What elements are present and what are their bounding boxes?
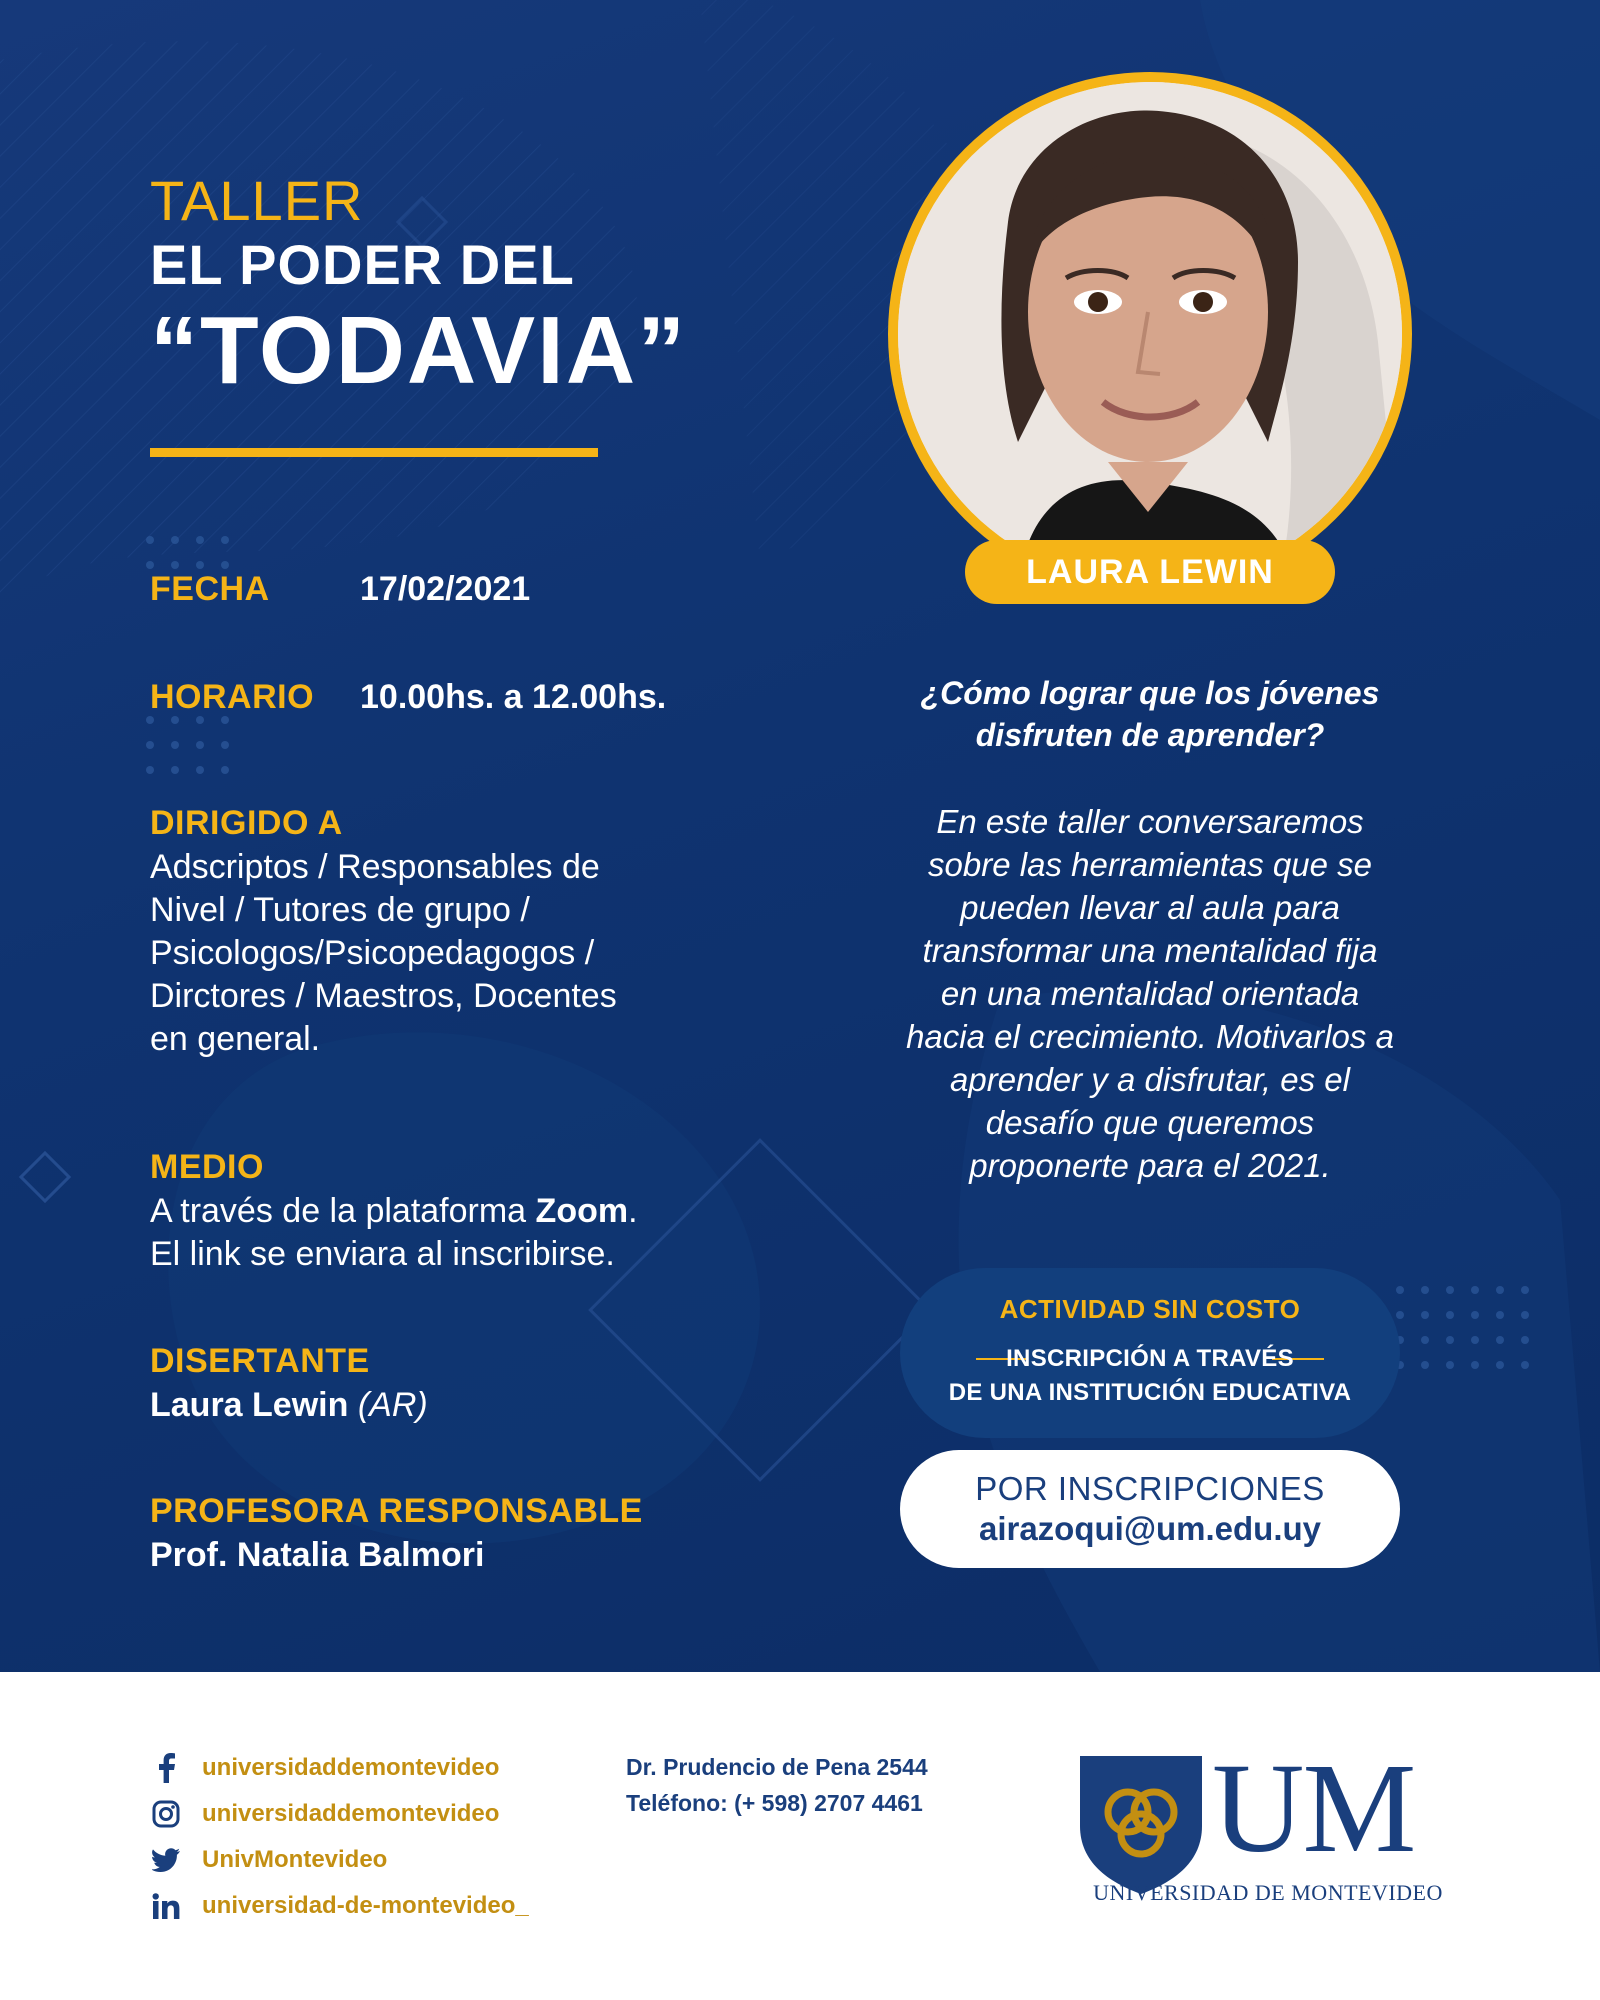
medio-label: MEDIO <box>150 1148 264 1186</box>
speaker-portrait-illustration <box>898 82 1402 586</box>
medio-prefix: A través de la plataforma <box>150 1192 536 1230</box>
description-line: en una mentalidad orientada <box>940 975 1360 1012</box>
description-line: desafío que queremos <box>985 1104 1315 1141</box>
dirigido-line: Adscriptos / Responsables de <box>150 848 600 886</box>
event-title-line1: EL PODER DEL <box>150 233 575 296</box>
university-name: UNIVERSIDAD DE MONTEVIDEO <box>1093 1880 1443 1905</box>
description-line: aprender y a disfrutar, es el <box>950 1061 1350 1098</box>
question-line: disfruten de aprender? <box>975 717 1325 753</box>
medio-text <box>150 1190 638 1276</box>
disertante-value <box>150 1384 428 1427</box>
horario-value: 10.00hs. a 12.00hs. <box>360 678 667 716</box>
instagram-icon <box>150 1798 182 1830</box>
registration-box <box>900 1450 1400 1568</box>
fecha-label: FECHA <box>150 570 270 608</box>
speaker-photo <box>898 82 1402 586</box>
medio-line1 <box>150 1190 638 1233</box>
dirigido-line: Dirctores / Maestros, Docentes <box>150 977 617 1015</box>
free-activity-title: ACTIVIDAD SIN COSTO <box>999 1294 1301 1324</box>
dirigido-line: Nivel / Tutores de grupo / <box>150 891 530 929</box>
workshop-description <box>830 800 1470 1187</box>
description-line: sobre las herramientas que se <box>928 846 1372 883</box>
social-handle: universidad-de-montevideo_ <box>202 1892 529 1919</box>
social-facebook[interactable] <box>150 1752 499 1784</box>
disertante-label: DISERTANTE <box>150 1342 370 1380</box>
description-line: pueden llevar al aula para <box>960 889 1340 926</box>
event-title-line2: “TODAVIA” <box>150 297 688 404</box>
social-handle: universidaddemontevideo <box>202 1800 500 1827</box>
social-linkedin[interactable] <box>150 1890 529 1922</box>
um-logo-letters: UM <box>1212 1737 1415 1879</box>
twitter-icon <box>150 1844 182 1876</box>
disertante-country: (AR) <box>357 1386 428 1424</box>
dirigido-line: Psicologos/Psicopedagogos / <box>150 934 595 972</box>
disertante-name: Laura Lewin <box>150 1386 349 1424</box>
cost-subtitle-line1: INSCRIPCIÓN A TRAVÉS <box>1006 1345 1294 1372</box>
profesora-label: PROFESORA RESPONSABLE <box>150 1492 643 1530</box>
address-text: Dr. Prudencio de Pena 2544 <box>626 1754 928 1780</box>
fecha-value: 17/02/2021 <box>360 570 531 608</box>
registration-label: POR INSCRIPCIONES <box>975 1470 1325 1507</box>
title-underline <box>150 448 598 457</box>
horario-label: HORARIO <box>150 678 315 716</box>
description-line: transformar una mentalidad fija <box>922 932 1378 969</box>
facebook-icon <box>150 1752 182 1784</box>
profesora-name: Prof. Natalia Balmori <box>150 1536 485 1574</box>
medio-platform: Zoom <box>535 1192 629 1230</box>
description-line: En este taller conversaremos <box>936 803 1364 840</box>
cost-subtitle-line2: DE UNA INSTITUCIÓN EDUCATIVA <box>948 1379 1352 1406</box>
social-twitter[interactable] <box>150 1844 387 1876</box>
question-line: ¿Cómo lograr que los jóvenes <box>920 675 1380 711</box>
dirigido-line: en general. <box>150 1020 321 1058</box>
dirigido-label: DIRIGIDO A <box>150 804 343 842</box>
registration-email[interactable]: airazoqui@um.edu.uy <box>978 1510 1322 1547</box>
event-type-label: TALLER <box>150 169 364 232</box>
social-instagram[interactable] <box>150 1798 499 1830</box>
medio-line2: El link se enviara al inscribirse. <box>150 1235 615 1273</box>
dirigido-text <box>150 846 617 1061</box>
workshop-question <box>830 672 1470 756</box>
phone-text: Teléfono: (+ 598) 2707 4461 <box>626 1790 923 1816</box>
social-handle: UnivMontevideo <box>202 1846 388 1873</box>
description-line: hacia el crecimiento. Motivarlos a <box>906 1018 1394 1055</box>
free-activity-subtitle <box>900 1342 1400 1410</box>
linkedin-icon <box>150 1890 182 1922</box>
speaker-name-badge: LAURA LEWIN <box>965 540 1335 604</box>
description-line: proponerte para el 2021. <box>969 1147 1331 1184</box>
medio-suffix: . <box>628 1192 638 1230</box>
social-handle: universidaddemontevideo <box>202 1754 500 1781</box>
